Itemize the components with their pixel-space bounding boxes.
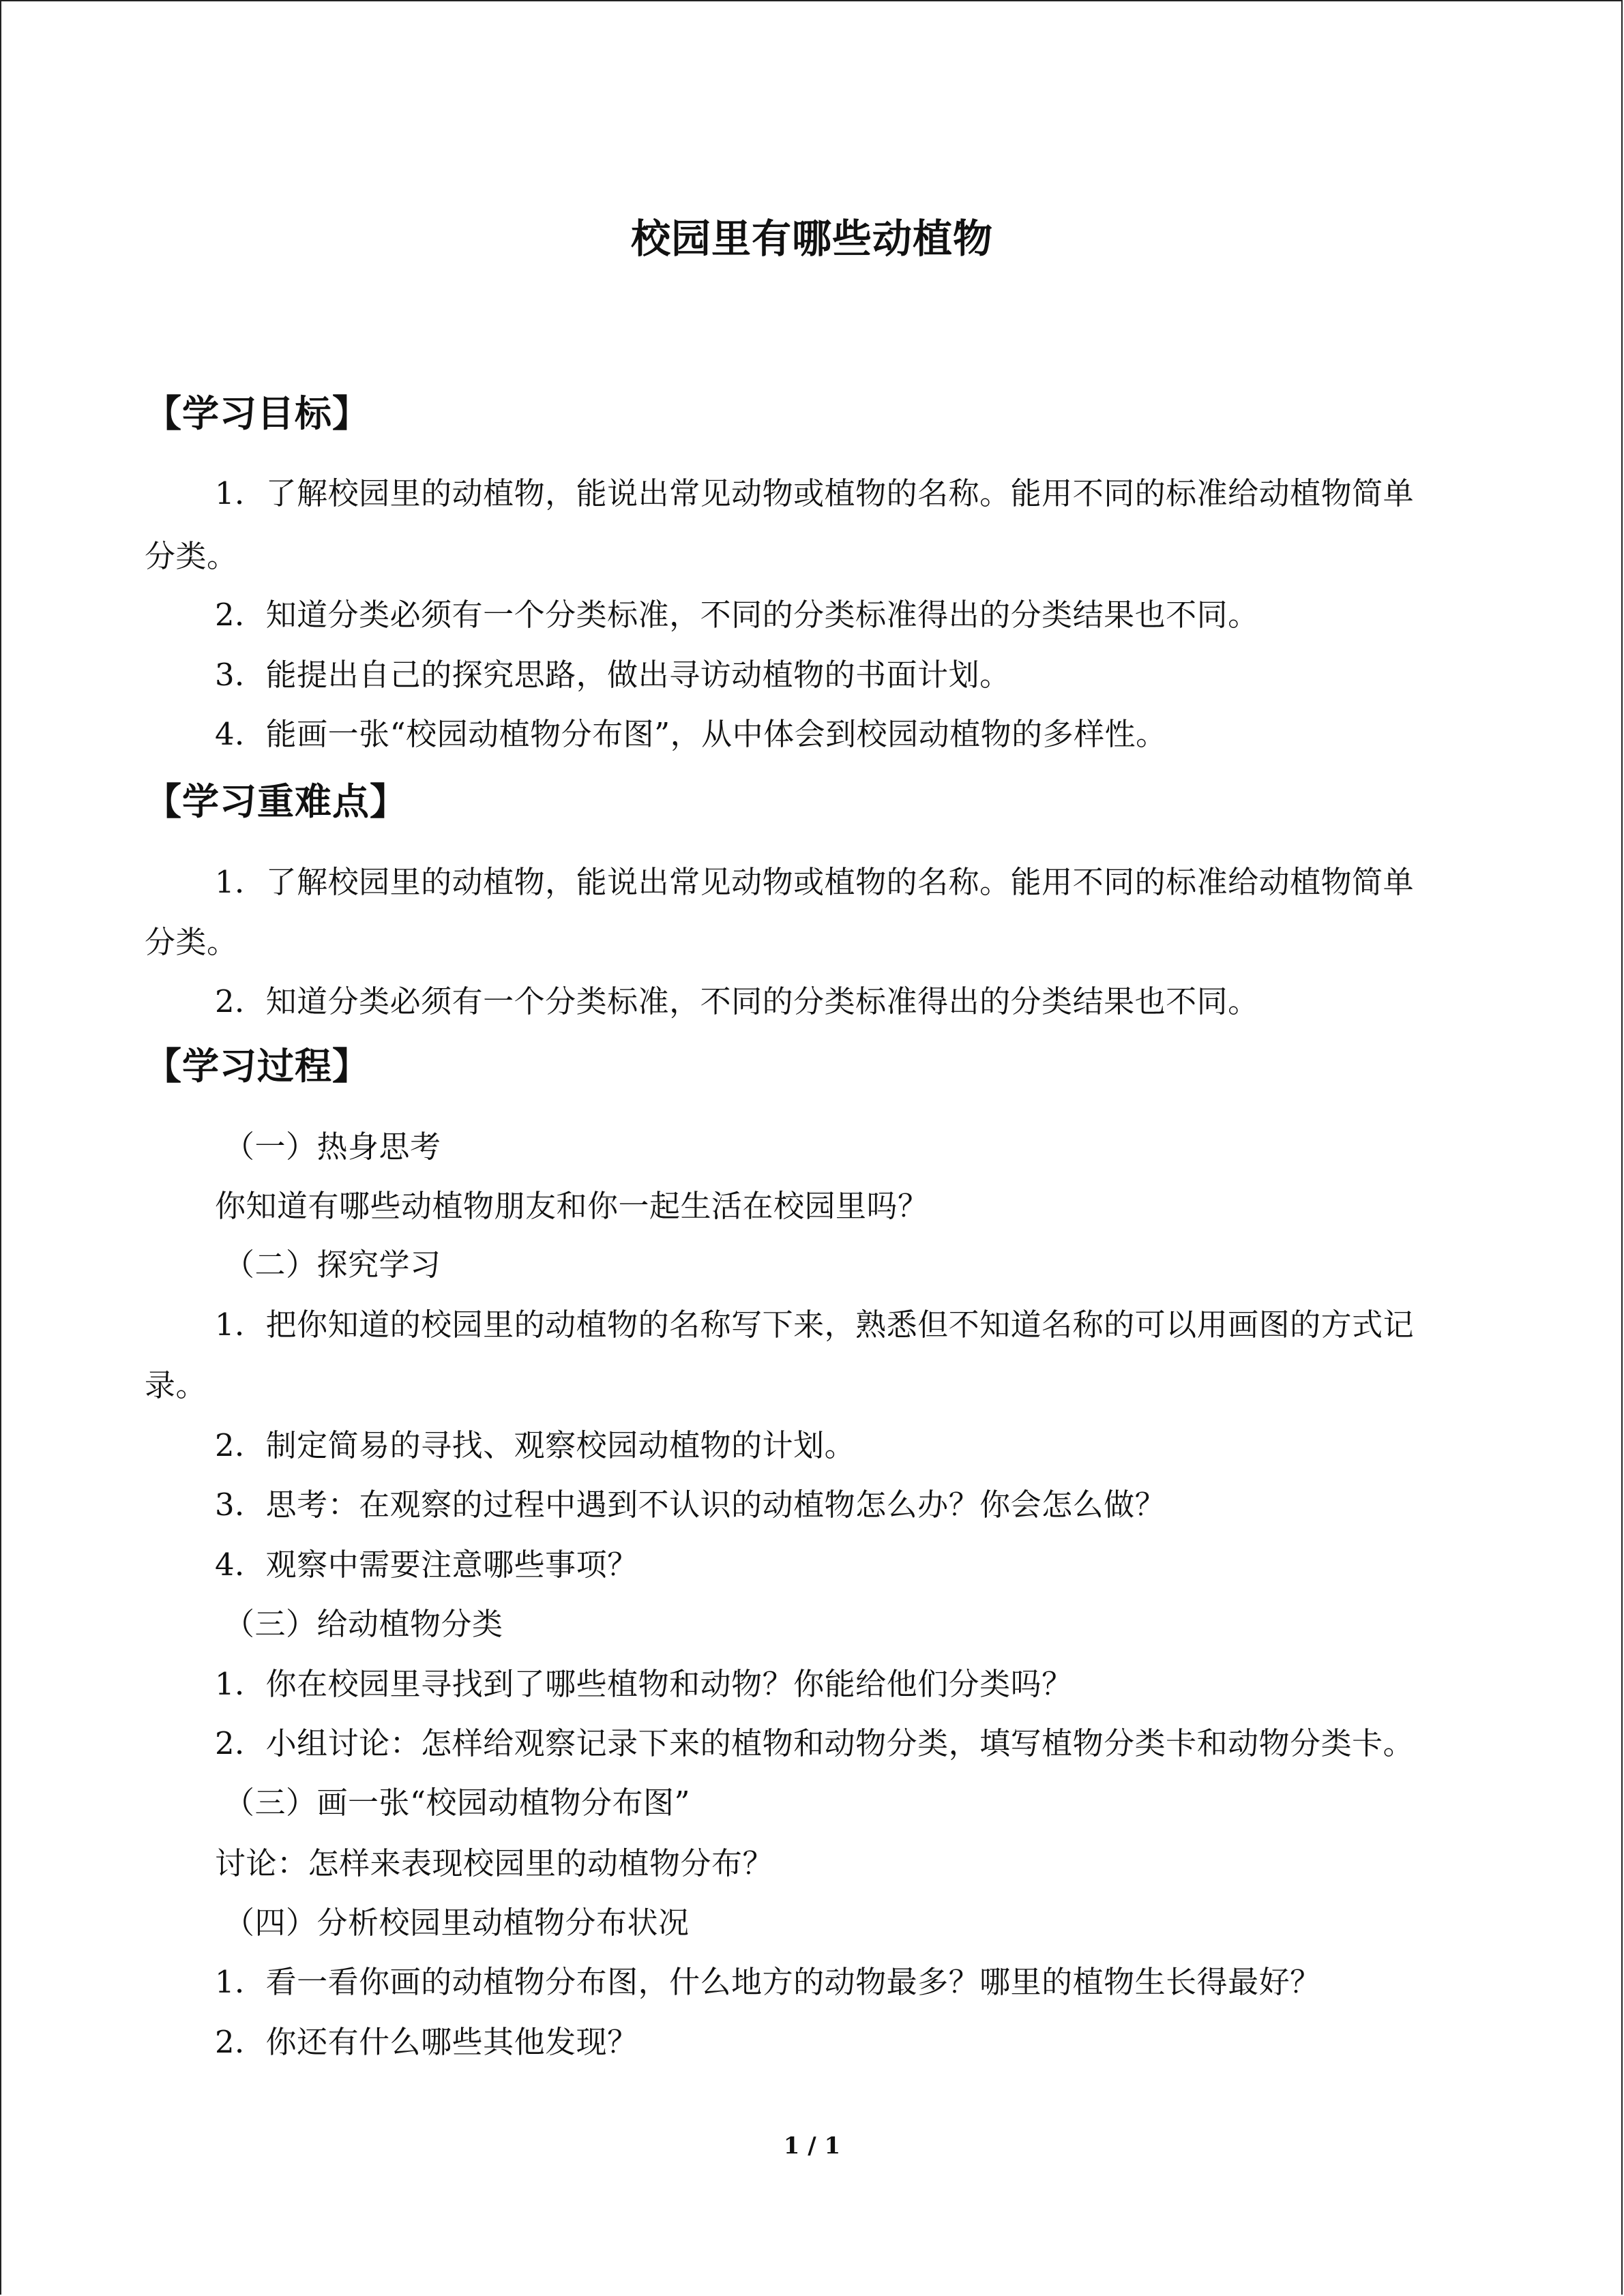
goal-item-1: 1．了解校园里的动植物，能说出常见动物或植物的名称。能用不同的标准给动植物简单 — [215, 475, 1415, 511]
key-point-item-1: 1．了解校园里的动植物，能说出常见动物或植物的名称。能用不同的标准给动植物简单 — [215, 864, 1415, 900]
section-heading-goals: 【学习目标】 — [145, 391, 370, 435]
goal-item-3: 3．能提出自己的探究思路，做出寻访动植物的书面计划。 — [215, 657, 1011, 693]
process-item: 1．把你知道的校园里的动植物的名称写下来，熟悉但不知道名称的可以用画图的方式记 — [215, 1307, 1415, 1343]
goal-item-1-cont: 分类。 — [145, 538, 238, 574]
process-subheading-map: （三）画一张“校园动植物分布图” — [224, 1785, 691, 1821]
process-subheading-inquiry: （二）探究学习 — [224, 1247, 441, 1283]
page-number: 1 / 1 — [783, 2132, 841, 2160]
process-item: 1．看一看你画的动植物分布图，什么地方的动物最多？哪里的植物生长得最好？ — [215, 1964, 1321, 2000]
section-heading-key-points: 【学习重难点】 — [145, 779, 407, 823]
process-item: 4．观察中需要注意哪些事项？ — [215, 1547, 638, 1583]
process-item: 2．制定简易的寻找、观察校园动植物的计划。 — [215, 1427, 856, 1463]
process-subheading-analyze: （四）分析校园里动植物分布状况 — [224, 1905, 690, 1941]
process-item: 2．小组讨论：怎样给观察记录下来的植物和动物分类，填写植物分类卡和动物分类卡。 — [215, 1725, 1415, 1761]
process-item: 讨论：怎样来表现校园里的动植物分布？ — [215, 1845, 774, 1881]
section-heading-process: 【学习过程】 — [145, 1044, 370, 1088]
process-item: 你知道有哪些动植物朋友和你一起生活在校园里吗？ — [215, 1188, 929, 1224]
process-item: 2．你还有什么哪些其他发现？ — [215, 2024, 638, 2060]
process-subheading-classify: （三）给动植物分类 — [224, 1606, 503, 1642]
key-point-item-2: 2．知道分类必须有一个分类标准，不同的分类标准得出的分类结果也不同。 — [215, 983, 1259, 1019]
process-item: 3．思考：在观察的过程中遇到不认识的动植物怎么办？你会怎么做？ — [215, 1487, 1166, 1523]
process-item: 1．你在校园里寻找到了哪些植物和动物？你能给他们分类吗？ — [215, 1666, 1073, 1702]
document-title: 校园里有哪些动植物 — [630, 215, 993, 262]
key-point-item-1-cont: 分类。 — [145, 924, 238, 960]
process-item-cont: 录。 — [145, 1367, 207, 1403]
goal-item-2: 2．知道分类必须有一个分类标准，不同的分类标准得出的分类结果也不同。 — [215, 597, 1259, 633]
goal-item-4: 4．能画一张“校园动植物分布图”，从中体会到校园动植物的多样性。 — [215, 716, 1167, 752]
process-subheading-warmup: （一）热身思考 — [224, 1129, 441, 1165]
